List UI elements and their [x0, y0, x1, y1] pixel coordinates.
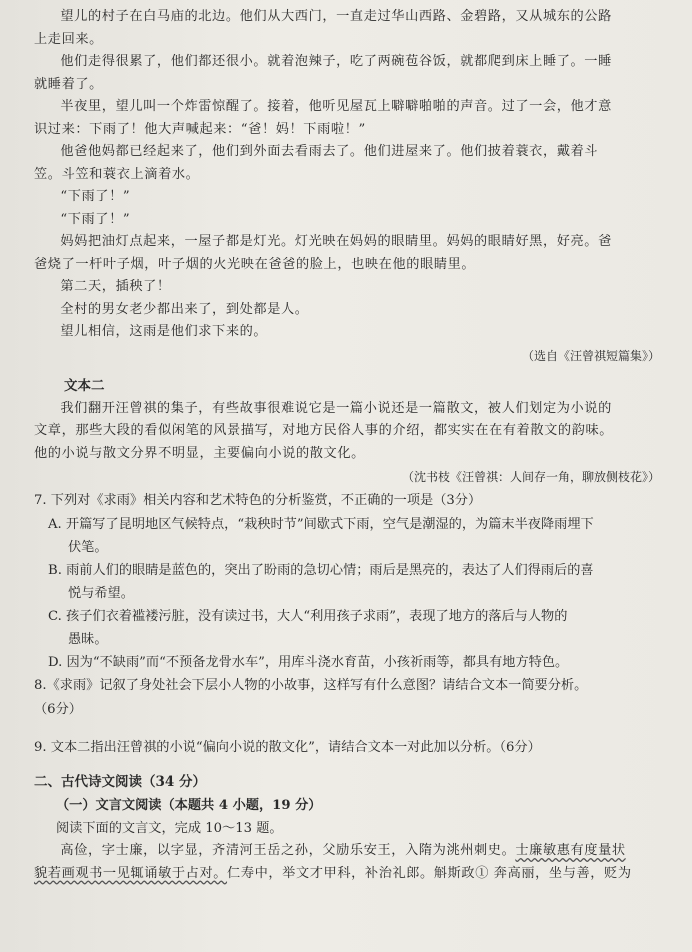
- option-a: [48, 513, 664, 559]
- question-7: [34, 489, 664, 674]
- question-stem: 9. 文本二指出汪曾祺的小说“偏向小说的散文化”，请结合文本一对此加以分析。（6分）: [34, 740, 541, 755]
- passage-line: 半夜里，望儿叫一个炸雷惊醒了。接着，他听见屋瓦上噼噼啪啪的声音。过了一会，他才意: [60, 99, 612, 114]
- passage-line: “下雨了！”: [60, 211, 131, 227]
- text1-passage: [34, 6, 664, 368]
- option-text: A. 开篇写了昆明地区气候特点，“栽秧时节”间歇式下雨，空气是潮湿的，为篇末半夜降雨埋下: [48, 517, 594, 532]
- classical-line: [34, 840, 664, 863]
- option-text-cont: 愚昧。: [68, 632, 108, 647]
- option-text: C. 孩子们衣着褴褛污脏，没有读过书，大人“利用孩子求雨”，表现了地方的落后与人物的: [48, 609, 568, 624]
- question-8: [34, 674, 664, 722]
- passage-line: 妈妈把油灯点起来，一屋子都是灯光。灯光映在妈妈的眼睛里。妈妈的眼睛好黑，好亮。爸: [60, 234, 612, 249]
- subsection-title: （一）文言文阅读（本题共 4 小题，19 分）: [56, 798, 322, 813]
- option-d: [48, 651, 664, 674]
- option-b: [48, 559, 664, 605]
- passage-line: 爸烧了一杆叶子烟，叶子烟的火光映在爸爸的脸上，也映在他的眼睛里。: [34, 256, 476, 272]
- passage-line: 就睡着了。: [34, 76, 103, 92]
- passage-line: “下雨了！”: [60, 189, 131, 204]
- passage-line: 望儿相信，这雨是他们求下来的。: [60, 324, 268, 339]
- passage-line: 我们翻开汪曾祺的集子，有些故事很难说它是一篇小说还是一篇散文，被人们划定为小说的: [60, 400, 612, 416]
- option-c: [48, 605, 664, 651]
- classical-text: 仁寿中，举文才甲科，补治礼郎。斛斯政① 奔高丽，坐与善，贬为: [227, 865, 632, 881]
- option-text: D. 因为“不缺雨”而“不预备龙骨水车”，用库斗浇水育苗，小孩祈雨等，都具有地方特色。: [48, 655, 569, 670]
- classical-line: [34, 863, 664, 886]
- text1-source: （选自《汪曾祺短篇集》）: [521, 348, 660, 363]
- text2-heading: 文本二: [64, 377, 105, 394]
- text2-source: （沈书枝《汪曾祺：人间存一角，聊放侧枝花》）: [401, 470, 660, 484]
- passage-line: 笠。斗笠和蓑衣上滴着水。: [34, 166, 200, 182]
- option-text-cont: 悦与希望。: [68, 586, 134, 601]
- underlined-text: 士廉敏惠有度量状: [515, 843, 626, 858]
- classical-text: 高俭，字士廉，以字显，齐清河王岳之孙，父励乐安王，入隋为洮州刺史。: [60, 843, 516, 858]
- option-text-cont: 伏笔。: [68, 540, 108, 555]
- question-points: （6分）: [34, 702, 82, 717]
- passage-line: 上走回来。: [34, 31, 103, 47]
- instruction: 阅读下面的文言文，完成 10～13 题。: [56, 821, 283, 836]
- passage-line: 第二天，插秧了！: [60, 279, 171, 294]
- passage-line: 他的小说与散文分界不明显，主要偏向小说的散文化。: [34, 445, 365, 461]
- question-9: [34, 736, 664, 760]
- underlined-text: 貌若画观书一见辄诵敏于占对。: [34, 865, 228, 881]
- passage-line: 望儿的村子在白马庙的北边。他们从大西门，一直走过华山西路、金碧路，又从城东的公路: [60, 9, 612, 24]
- passage-line: 全村的男女老少都出来了，到处都是人。: [60, 301, 309, 317]
- text2-passage: [34, 374, 664, 490]
- question-stem: 7. 下列对《求雨》相关内容和艺术特色的分析鉴赏，不正确的一项是（3分）: [34, 493, 482, 508]
- option-text: B. 雨前人们的眼睛是蓝色的，突出了盼雨的急切心情；雨后是黑亮的，表达了人们得雨后的喜: [48, 563, 594, 578]
- passage-line: 识过来：下雨了！他大声喊起来：“爸！妈！下雨啦！”: [34, 121, 366, 137]
- passage-line: 他爸他妈都已经起来了，他们到外面去看雨去了。他们进屋来了。他们披着蓑衣，戴着斗: [60, 144, 599, 159]
- passage-line: 文章，那些大段的看似闲笔的风景描写，对地方民俗人事的介绍，都实实在在有着散文的韵味。: [34, 423, 614, 438]
- passage-line: 他们走得很累了，他们都还很小。就着泡辣子，吃了两碗苞谷饭，就都爬到床上睡了。一睡: [60, 54, 612, 69]
- section-title: 二、古代诗文阅读（34 分）: [34, 774, 206, 790]
- question-stem: 8.《求雨》记叙了身处社会下层小人物的小故事，这样写有什么意图？请结合文本一简要分析。: [34, 678, 588, 693]
- section-2: [34, 770, 664, 885]
